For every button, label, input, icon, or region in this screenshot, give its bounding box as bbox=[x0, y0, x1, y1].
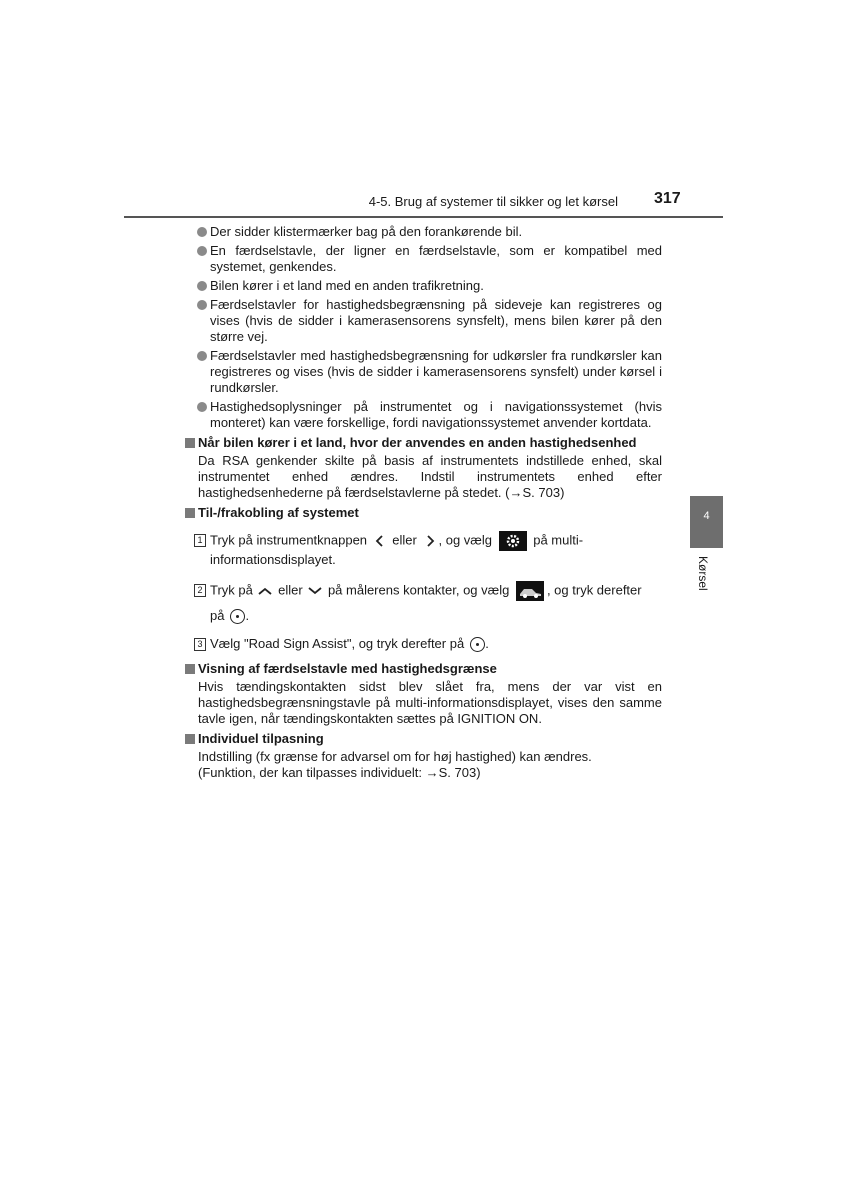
step-number: 3 bbox=[194, 638, 206, 651]
square-bullet-icon bbox=[185, 734, 195, 744]
step-3: 3 Vælg "Road Sign Assist", og tryk derefter på . bbox=[184, 635, 662, 653]
bullet-item: Bilen kører i et land med en anden trafikretning. bbox=[184, 278, 662, 294]
chapter-label: Kørsel bbox=[696, 556, 710, 591]
chevron-right-icon bbox=[421, 534, 439, 548]
step-number: 2 bbox=[194, 584, 206, 597]
bullet-item: Hastighedsoplysninger på instrumentet og i navigationssystemet (hvis monteret) kan være forskellige, fordi navigationssystemet anvender kortdata. bbox=[184, 399, 662, 431]
section-body-units: Da RSA genkender skilte på basis af instrumentets indstillede enhed, skal instrumentet enhed ændres. Indstil instrumentets enhed efter hastighedsenhederne på færdselstavlerne på stedet. (→S. 703) bbox=[198, 453, 662, 500]
bullet-item: Færdselstavler med hastighedsbegrænsning for udkørsler fra rundkørsler kan registreres og vises (hvis de sidder i kamerasensorens synsfelt) under kørsel i rundkørsler. bbox=[184, 348, 662, 396]
enter-icon bbox=[470, 637, 485, 652]
bullet-icon bbox=[197, 246, 207, 256]
section-heading-display: Visning af færdselstavle med hastighedsgrænse bbox=[184, 661, 662, 677]
bullet-item: Der sidder klistermærker bag på den forankørende bil. bbox=[184, 224, 662, 240]
header-rule bbox=[124, 216, 723, 218]
bullet-item: Færdselstavler for hastighedsbegrænsning på sideveje kan registreres og vises (hvis de sidder i kamerasensorens synsfelt), mens bilen kører på den større vej. bbox=[184, 297, 662, 345]
chevron-down-icon bbox=[306, 584, 324, 598]
chapter-tab: 4 bbox=[690, 496, 723, 548]
step-1: 1 Tryk på instrumentknappen eller , og vælg på multi-informationsdisplayet. bbox=[184, 531, 662, 569]
settings-gear-icon bbox=[499, 531, 527, 551]
bullet-icon bbox=[197, 300, 207, 310]
bullet-icon bbox=[197, 351, 207, 361]
section-heading-units: Når bilen kører i et land, hvor der anvendes en anden hastighedsenhed bbox=[184, 435, 662, 451]
step-2: 2 Tryk på eller på målerens kontakter, og vælg , og tryk derefter på . bbox=[184, 581, 662, 625]
square-bullet-icon bbox=[185, 664, 195, 674]
section-body-display: Hvis tændingskontakten sidst blev slået fra, mens der var vist en hastighedsbegrænsningstavle på multi-informationsdisplayet, vises den samme tavle igen, når tændingskontakten sættes på IGNITION ON. bbox=[198, 679, 662, 726]
section-heading-custom: Individuel tilpasning bbox=[184, 731, 662, 747]
section-body-custom-line2: (Funktion, der kan tilpasses individuelt: →S. 703) bbox=[198, 765, 481, 780]
bullet-icon bbox=[197, 281, 207, 291]
bullet-icon bbox=[197, 227, 207, 237]
step-number: 1 bbox=[194, 534, 206, 547]
page-number: 317 bbox=[654, 190, 681, 207]
square-bullet-icon bbox=[185, 438, 195, 448]
section-title: 4-5. Brug af systemer til sikker og let kørsel bbox=[368, 194, 618, 209]
enter-icon bbox=[230, 609, 245, 624]
section-body-custom-line1: Indstilling (fx grænse for advarsel om for høj hastighed) kan ændres. bbox=[198, 749, 592, 764]
section-heading-toggle: Til-/frakobling af systemet bbox=[184, 505, 662, 521]
page-content bbox=[184, 224, 662, 785]
chevron-left-icon bbox=[371, 534, 389, 548]
chevron-up-icon bbox=[256, 584, 274, 598]
bullet-item: En færdselstavle, der ligner en færdselstavle, som er kompatibel med systemet, genkendes. bbox=[184, 243, 662, 275]
square-bullet-icon bbox=[185, 508, 195, 518]
car-sign-icon bbox=[516, 581, 544, 601]
bullet-icon bbox=[197, 402, 207, 412]
